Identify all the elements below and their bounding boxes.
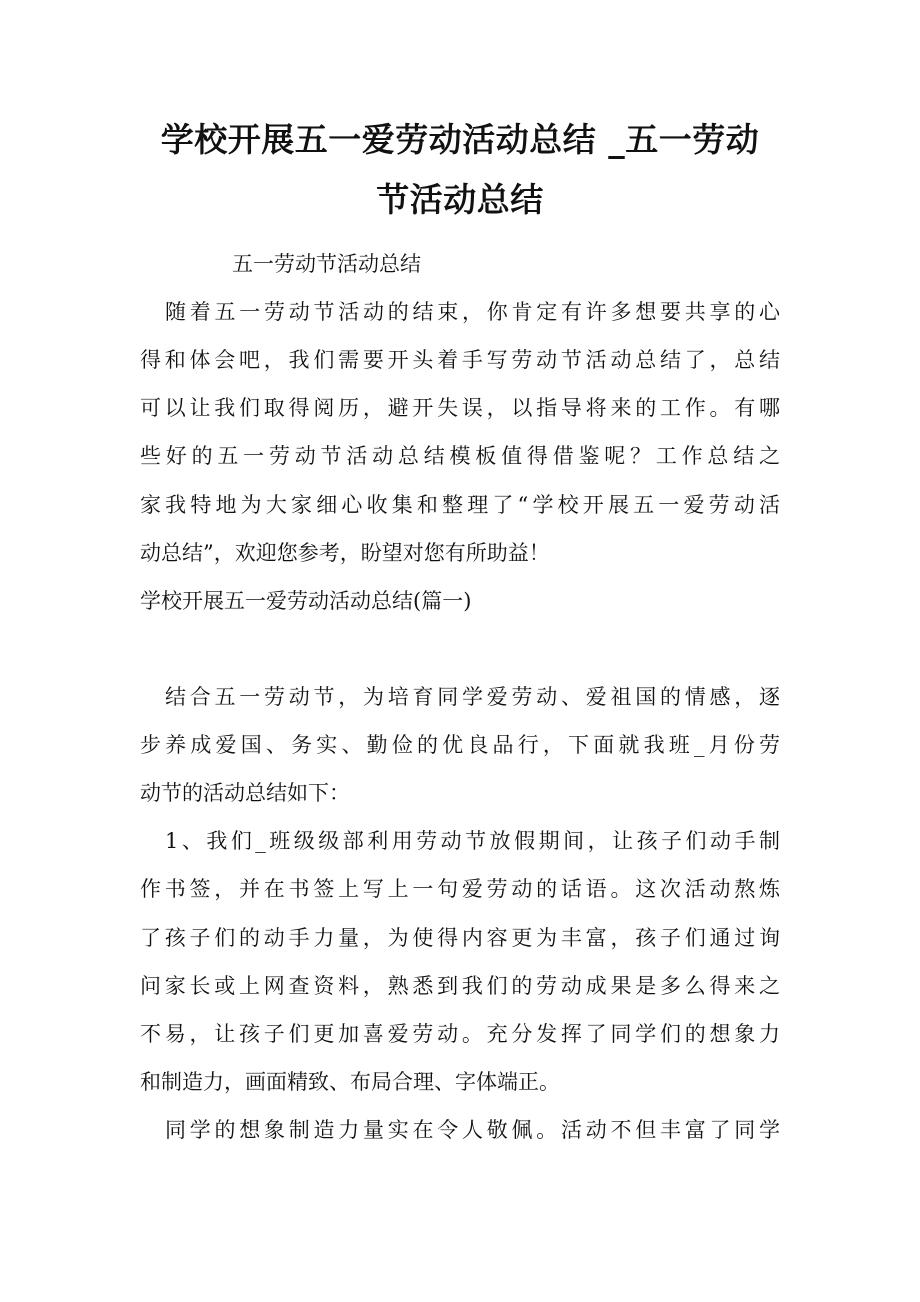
intro-line: 些好的五一劳动节活动总结模板值得借鉴呢？工作总结之	[140, 444, 780, 468]
paragraph-line: 不易，让孩子们更加喜爱劳动。充分发挥了同学们的想象力	[140, 1022, 780, 1046]
paragraph-line: 同学的想象制造力量实在令人敬佩。活动不但丰富了同学	[165, 1118, 780, 1142]
document-title-line-1: 学校开展五一爱劳动活动总结 _五一劳动	[160, 120, 760, 159]
paragraph-line: 作书签，并在书签上写上一句爱劳动的话语。这次活动熬炼	[140, 877, 780, 901]
intro-line: 家我特地为大家细心收集和整理了“学校开展五一爱劳动活	[140, 493, 780, 517]
document-subtitle: 五一劳动节活动总结	[232, 252, 421, 276]
paragraph-line: 和制造力，画面精致、布局合理、字体端正。	[140, 1070, 560, 1094]
intro-line: 可以让我们取得阅历，避开失误，以指导将来的工作。有哪	[140, 396, 780, 420]
paragraph-line: 问家长或上网查资料，熟悉到我们的劳动成果是多么得来之	[140, 974, 780, 998]
intro-line: 动总结”，欢迎您参考，盼望对您有所助益！	[140, 541, 550, 565]
paragraph-line: 结合五一劳动节，为培育同学爱劳动、爱祖国的情感，逐	[165, 685, 780, 709]
paragraph-line: 步养成爱国、务实、勤俭的优良品行，下面就我班_月份劳	[140, 733, 780, 757]
paragraph-line: 了孩子们的动手力量，为使得内容更为丰富，孩子们通过询	[140, 926, 780, 950]
paragraph-line: 动节的活动总结如下：	[140, 781, 350, 805]
document-title-line-2: 节活动总结	[376, 180, 544, 219]
paragraph-line: 1、我们_班级级部利用劳动节放假期间，让孩子们动手制	[165, 829, 780, 853]
section-heading: 学校开展五一爱劳动活动总结(篇一)	[140, 589, 472, 613]
intro-line: 得和体会吧，我们需要开头着手写劳动节活动总结了，总结	[140, 348, 780, 372]
intro-line: 随着五一劳动节活动的结束，你肯定有许多想要共享的心	[165, 300, 780, 324]
